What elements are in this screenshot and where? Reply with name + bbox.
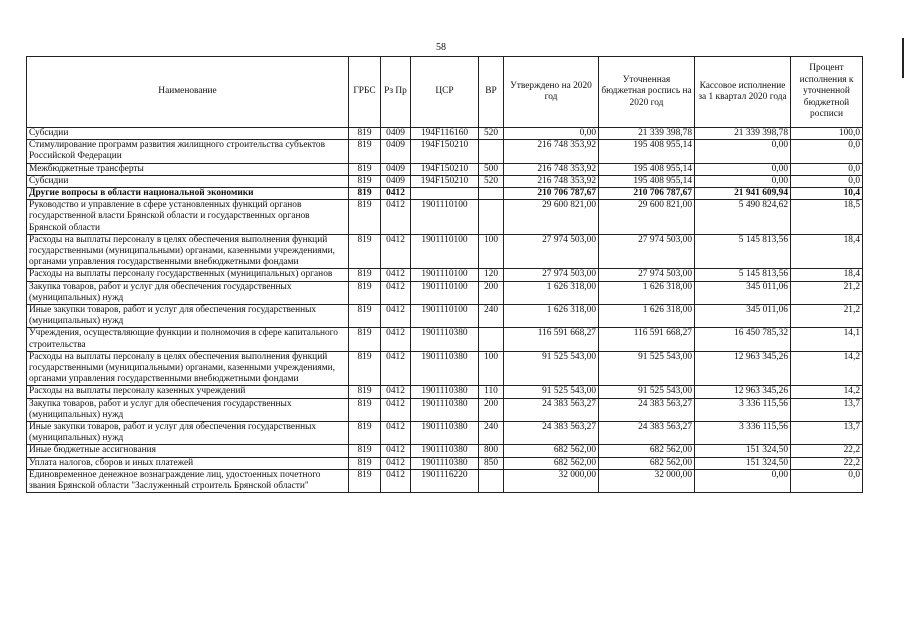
row-grbs: 819 <box>349 128 381 140</box>
row-name: Руководство и управление в сфере установленных функций органов государственной власти Брянской области и государственных органов Брянской области <box>27 200 349 235</box>
row-approved: 216 748 353,92 <box>504 140 599 163</box>
row-percent: 13,7 <box>791 422 863 445</box>
row-name: Закупка товаров, работ и услуг для обеспечения государственных (муниципальных) нужд <box>27 398 349 421</box>
row-vr <box>479 200 504 235</box>
row-approved: 116 591 668,27 <box>504 328 599 351</box>
row-rz-pr: 0409 <box>381 175 411 187</box>
row-cash: 0,00 <box>695 175 791 187</box>
row-vr: 500 <box>479 163 504 175</box>
row-csr: 1901110380 <box>411 445 479 457</box>
row-csr: 1901110100 <box>411 305 479 328</box>
row-rz-pr: 0412 <box>381 305 411 328</box>
page-number: 58 <box>436 42 446 53</box>
row-approved: 216 748 353,92 <box>504 175 599 187</box>
row-cash: 3 336 115,56 <box>695 398 791 421</box>
row-approved: 32 000,00 <box>504 469 599 492</box>
table-row <box>27 163 863 175</box>
table-row <box>27 200 863 235</box>
row-name: Субсидии <box>27 128 349 140</box>
row-csr: 1901110100 <box>411 281 479 304</box>
row-grbs: 819 <box>349 269 381 281</box>
row-csr <box>411 188 479 200</box>
row-grbs: 819 <box>349 445 381 457</box>
row-csr: 194F116160 <box>411 128 479 140</box>
row-vr: 200 <box>479 398 504 421</box>
row-percent: 21,2 <box>791 281 863 304</box>
row-name: Расходы на выплаты персоналу казенных учреждений <box>27 386 349 398</box>
row-approved: 1 626 318,00 <box>504 281 599 304</box>
row-rz-pr: 0412 <box>381 351 411 386</box>
table-row <box>27 469 863 492</box>
row-rz-pr: 0412 <box>381 269 411 281</box>
row-clarified: 27 974 503,00 <box>599 234 695 269</box>
row-rz-pr: 0412 <box>381 328 411 351</box>
row-percent: 0,0 <box>791 175 863 187</box>
row-percent: 0,0 <box>791 140 863 163</box>
row-cash: 21 941 609,94 <box>695 188 791 200</box>
row-vr <box>479 140 504 163</box>
budget-table <box>26 56 863 493</box>
row-percent: 14,2 <box>791 386 863 398</box>
row-cash: 12 963 345,26 <box>695 386 791 398</box>
row-percent: 22,2 <box>791 445 863 457</box>
row-clarified: 210 706 787,67 <box>599 188 695 200</box>
row-rz-pr: 0412 <box>381 457 411 469</box>
row-cash: 5 145 813,56 <box>695 234 791 269</box>
row-name: Уплата налогов, сборов и иных платежей <box>27 457 349 469</box>
row-grbs: 819 <box>349 305 381 328</box>
row-name: Расходы на выплаты персоналу государственных (муниципальных) органов <box>27 269 349 281</box>
row-rz-pr: 0412 <box>381 469 411 492</box>
table-row <box>27 445 863 457</box>
row-grbs: 819 <box>349 386 381 398</box>
row-csr: 1901110380 <box>411 386 479 398</box>
row-approved: 216 748 353,92 <box>504 163 599 175</box>
row-grbs: 819 <box>349 163 381 175</box>
row-clarified: 195 408 955,14 <box>599 163 695 175</box>
row-cash: 151 324,50 <box>695 457 791 469</box>
row-grbs: 819 <box>349 140 381 163</box>
row-approved: 91 525 543,00 <box>504 351 599 386</box>
row-percent: 10,4 <box>791 188 863 200</box>
row-grbs: 819 <box>349 175 381 187</box>
table-header <box>27 57 863 128</box>
row-csr: 1901110380 <box>411 457 479 469</box>
row-clarified: 27 974 503,00 <box>599 269 695 281</box>
row-cash: 21 339 398,78 <box>695 128 791 140</box>
row-grbs: 819 <box>349 422 381 445</box>
table-row <box>27 175 863 187</box>
row-clarified: 32 000,00 <box>599 469 695 492</box>
table-body <box>27 128 863 493</box>
header-approved: Утверждено на 2020 год <box>504 57 599 128</box>
row-cash: 0,00 <box>695 163 791 175</box>
row-clarified: 91 525 543,00 <box>599 386 695 398</box>
row-percent: 0,0 <box>791 469 863 492</box>
row-percent: 18,4 <box>791 234 863 269</box>
row-grbs: 819 <box>349 234 381 269</box>
row-grbs: 819 <box>349 188 381 200</box>
row-vr: 520 <box>479 128 504 140</box>
row-grbs: 819 <box>349 457 381 469</box>
row-csr: 1901110380 <box>411 351 479 386</box>
row-rz-pr: 0412 <box>381 281 411 304</box>
table-row <box>27 281 863 304</box>
row-csr: 194F150210 <box>411 163 479 175</box>
row-percent: 22,2 <box>791 457 863 469</box>
table-row <box>27 351 863 386</box>
row-clarified: 1 626 318,00 <box>599 305 695 328</box>
row-csr: 1901110100 <box>411 200 479 235</box>
row-rz-pr: 0412 <box>381 398 411 421</box>
row-vr <box>479 188 504 200</box>
row-approved: 29 600 821,00 <box>504 200 599 235</box>
row-csr: 194F150210 <box>411 175 479 187</box>
row-csr: 1901110380 <box>411 422 479 445</box>
row-clarified: 682 562,00 <box>599 445 695 457</box>
row-clarified: 682 562,00 <box>599 457 695 469</box>
header-csr: ЦСР <box>411 57 479 128</box>
header-clarified: Уточненная бюджетная роспись на 2020 год <box>599 57 695 128</box>
row-clarified: 29 600 821,00 <box>599 200 695 235</box>
row-clarified: 195 408 955,14 <box>599 140 695 163</box>
row-name: Субсидии <box>27 175 349 187</box>
table-row <box>27 328 863 351</box>
row-clarified: 24 383 563,27 <box>599 422 695 445</box>
row-name: Другие вопросы в области национальной экономики <box>27 188 349 200</box>
row-rz-pr: 0409 <box>381 163 411 175</box>
row-cash: 5 145 813,56 <box>695 269 791 281</box>
table-row <box>27 234 863 269</box>
row-name: Иные закупки товаров, работ и услуг для обеспечения государственных (муниципальных) нужд <box>27 305 349 328</box>
row-rz-pr: 0412 <box>381 422 411 445</box>
row-csr: 1901116220 <box>411 469 479 492</box>
row-clarified: 24 383 563,27 <box>599 398 695 421</box>
row-approved: 1 626 318,00 <box>504 305 599 328</box>
row-csr: 1901110380 <box>411 328 479 351</box>
header-cash: Кассовое исполнение за 1 квартал 2020 года <box>695 57 791 128</box>
row-rz-pr: 0412 <box>381 386 411 398</box>
row-rz-pr: 0412 <box>381 200 411 235</box>
row-vr: 110 <box>479 386 504 398</box>
row-cash: 0,00 <box>695 469 791 492</box>
row-csr: 1901110100 <box>411 234 479 269</box>
header-percent: Процент исполнения к уточненной бюджетной росписи <box>791 57 863 128</box>
row-name: Расходы на выплаты персоналу в целях обеспечения выполнения функций государственными (муниципальными) органами, казенными учреждениями, органами управления государственными внебюджетными фондами <box>27 234 349 269</box>
row-vr: 100 <box>479 234 504 269</box>
row-approved: 24 383 563,27 <box>504 398 599 421</box>
row-vr: 800 <box>479 445 504 457</box>
row-percent: 13,7 <box>791 398 863 421</box>
row-approved: 682 562,00 <box>504 457 599 469</box>
row-approved: 682 562,00 <box>504 445 599 457</box>
table-row <box>27 398 863 421</box>
row-rz-pr: 0412 <box>381 234 411 269</box>
row-vr <box>479 469 504 492</box>
row-percent: 18,4 <box>791 269 863 281</box>
table-row <box>27 422 863 445</box>
scan-edge-mark <box>902 38 904 78</box>
row-grbs: 819 <box>349 351 381 386</box>
row-percent: 14,2 <box>791 351 863 386</box>
row-rz-pr: 0412 <box>381 188 411 200</box>
row-approved: 27 974 503,00 <box>504 234 599 269</box>
header-rz-pr: Рз Пр <box>381 57 411 128</box>
row-approved: 27 974 503,00 <box>504 269 599 281</box>
row-percent: 18,5 <box>791 200 863 235</box>
row-clarified: 91 525 543,00 <box>599 351 695 386</box>
row-cash: 16 450 785,32 <box>695 328 791 351</box>
table-row <box>27 386 863 398</box>
row-approved: 91 525 543,00 <box>504 386 599 398</box>
row-name: Иные бюджетные ассигнования <box>27 445 349 457</box>
row-cash: 12 963 345,26 <box>695 351 791 386</box>
row-clarified: 116 591 668,27 <box>599 328 695 351</box>
row-rz-pr: 0409 <box>381 128 411 140</box>
row-name: Закупка товаров, работ и услуг для обеспечения государственных (муниципальных) нужд <box>27 281 349 304</box>
row-rz-pr: 0412 <box>381 445 411 457</box>
row-approved: 24 383 563,27 <box>504 422 599 445</box>
row-rz-pr: 0409 <box>381 140 411 163</box>
row-csr: 194F150210 <box>411 140 479 163</box>
row-vr: 520 <box>479 175 504 187</box>
row-vr: 120 <box>479 269 504 281</box>
row-cash: 151 324,50 <box>695 445 791 457</box>
table-row <box>27 305 863 328</box>
row-grbs: 819 <box>349 200 381 235</box>
row-approved: 210 706 787,67 <box>504 188 599 200</box>
row-grbs: 819 <box>349 281 381 304</box>
row-grbs: 819 <box>349 398 381 421</box>
row-percent: 100,0 <box>791 128 863 140</box>
row-grbs: 819 <box>349 328 381 351</box>
row-vr: 240 <box>479 422 504 445</box>
row-name: Учреждения, осуществляющие функции и полномочия в сфере капитального строительства <box>27 328 349 351</box>
row-clarified: 21 339 398,78 <box>599 128 695 140</box>
row-percent: 0,0 <box>791 163 863 175</box>
row-csr: 1901110100 <box>411 269 479 281</box>
header-vr: ВР <box>479 57 504 128</box>
row-grbs: 819 <box>349 469 381 492</box>
table-row <box>27 269 863 281</box>
row-vr: 850 <box>479 457 504 469</box>
row-vr: 100 <box>479 351 504 386</box>
row-name: Единовременное денежное вознаграждение лиц, удостоенных почетного звания Брянской области "Заслуженный строитель Брянской области" <box>27 469 349 492</box>
row-csr: 1901110380 <box>411 398 479 421</box>
row-clarified: 195 408 955,14 <box>599 175 695 187</box>
header-name: Наименование <box>27 57 349 128</box>
row-name: Расходы на выплаты персоналу в целях обеспечения выполнения функций государственными (муниципальными) органами, казенными учреждениями, органами управления государственными внебюджетными фондами <box>27 351 349 386</box>
row-vr: 240 <box>479 305 504 328</box>
row-cash: 345 011,06 <box>695 281 791 304</box>
row-percent: 21,2 <box>791 305 863 328</box>
table-row <box>27 457 863 469</box>
row-name: Иные закупки товаров, работ и услуг для обеспечения государственных (муниципальных) нужд <box>27 422 349 445</box>
row-approved: 0,00 <box>504 128 599 140</box>
row-vr <box>479 328 504 351</box>
row-name: Стимулирование программ развития жилищного строительства субъектов Российской Федерации <box>27 140 349 163</box>
row-vr: 200 <box>479 281 504 304</box>
table-row <box>27 188 863 200</box>
row-percent: 14,1 <box>791 328 863 351</box>
row-name: Межбюджетные трансферты <box>27 163 349 175</box>
row-cash: 345 011,06 <box>695 305 791 328</box>
row-cash: 3 336 115,56 <box>695 422 791 445</box>
table-row <box>27 128 863 140</box>
row-cash: 0,00 <box>695 140 791 163</box>
header-grbs: ГРБС <box>349 57 381 128</box>
row-cash: 5 490 824,62 <box>695 200 791 235</box>
table-row <box>27 140 863 163</box>
row-clarified: 1 626 318,00 <box>599 281 695 304</box>
